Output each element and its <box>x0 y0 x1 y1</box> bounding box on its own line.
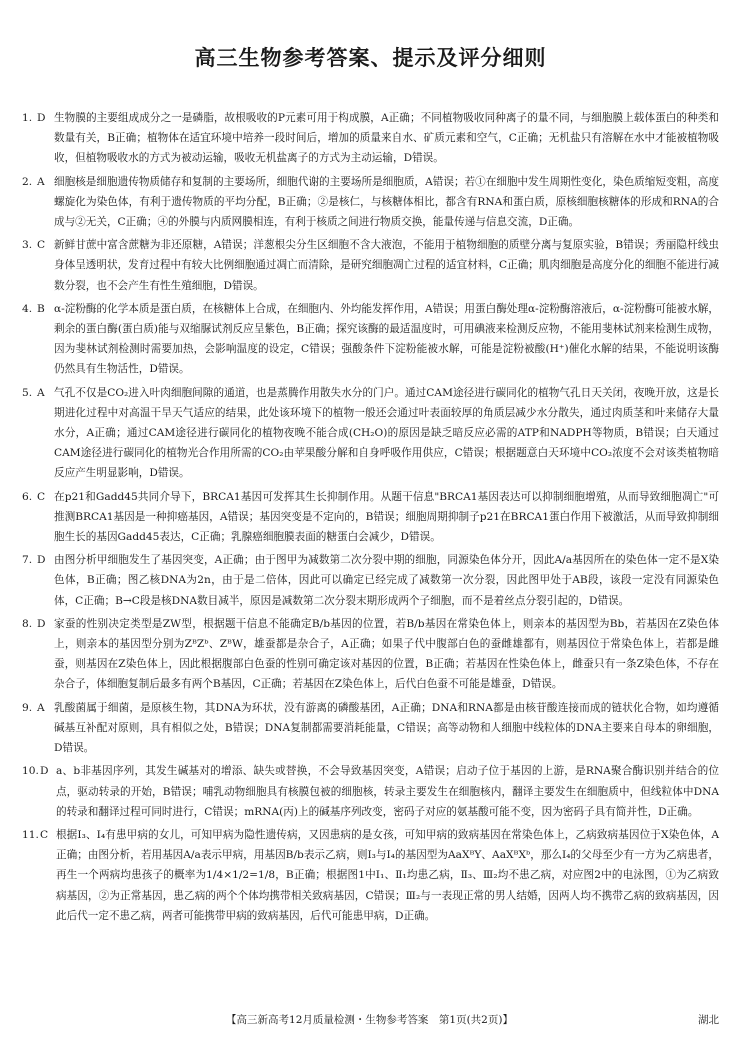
answer-item <box>22 550 719 611</box>
answer-item <box>22 825 719 926</box>
item-answer: D <box>37 617 46 630</box>
item-number: 4. <box>22 302 33 315</box>
answer-item <box>22 383 719 484</box>
answer-item <box>22 108 719 169</box>
item-number: 9. <box>22 701 33 714</box>
answer-item <box>22 235 719 296</box>
item-explanation: 生物膜的主要组成成分之一是磷脂，故根吸收的P元素可用于构成膜，A正确；不同植物吸收同种离子的量不同，与细胞膜上载体蛋白的种类和数量有关，B正确；植物体在适宜环境中培养一段时间后，增加的质量来自水、矿质元素和空气，C正确；无机盐只有溶解在水中才能被植物吸收，但植物吸收水的方式为被动运输，吸收无机盐离子的方式为主动运输，D错误。 <box>54 112 719 165</box>
item-explanation: 家蚕的性别决定类型是ZW型，根据题干信息不能确定B/b基因的位置，若B/b基因在常染色体上，则亲本的基因型为Bb，若基因在Z染色体上，则亲本的基因型分别为ZᴮZᵇ、ZᴮW，雄蚕都是杂合子，A正确；如果子代中腹部白色的蚕雌雄都有，则基因位于常染色体上，若都是雌蚕，则基因在Z染色体上，因此根据腹部白色蚕的性别可确定该对基因的位置，B正确；若基因在性染色体上，雌蚕只有一条Z染色体，不存在杂合子，体细胞复制后最多有两个B基因，C正确；若基因在Z染色体上，后代白色蚕不可能是雄蚕，D错误。 <box>54 617 719 691</box>
answer-item <box>22 761 719 822</box>
answer-list <box>22 108 719 926</box>
item-number: 2. <box>22 175 33 188</box>
item-explanation: a、b非基因序列，其发生碱基对的增添、缺失或替换，不会导致基因突变，A错误；启动子位于基因的上游，是RNA聚合酶识别并结合的位点，驱动转录的开始，B错误；哺乳动物细胞具有核膜包被的细胞核，转录主要发生在细胞核内，翻译主要发生在细胞质中，但线粒体中DNA的转录和翻译过程可同时进行，C错误；mRNA(丙)上的碱基序列改变，密码子对应的氨基酸可能不变，因为密码子具有简并性，D正确。 <box>56 765 719 818</box>
item-explanation: 根据Ⅰ₃、Ⅰ₄有患甲病的女儿，可知甲病为隐性遗传病，又因患病的是女孩，可知甲病的致病基因在常染色体上，乙病致病基因位于X染色体，A正确；由图分析，若用基因A/a表示甲病，用基因B/b表示乙病，则Ⅰ₃与Ⅰ₄的基因型为AaXᴮY、AaXᴮXᵇ，那么Ⅰ₄的父母至少有一方为乙病患者，再生一个两病均患孩子的概率为1/4×1/2=1/8，B正确；根据图1中Ⅰ₁、Ⅱ₁均患乙病，Ⅱ₃、Ⅲ₂均不患乙病，对应图2中的电泳图，①为乙病致病基因，②为正常基因，患乙病的两个个体均携带相关致病基因，C错误；Ⅲ₂与一表现正常的男人结婚，因两人均不携带乙病的致病基因，因此后代一定不患乙病，两者可能携带甲病的致病基因，后代可能患甲病，D正确。 <box>56 828 719 922</box>
item-number: 3. <box>22 239 33 252</box>
item-explanation: α-淀粉酶的化学本质是蛋白质，在核糖体上合成，在细胞内、外均能发挥作用，A错误；用蛋白酶处理α-淀粉酶溶液后，α-淀粉酶可能被水解，剩余的蛋白酶(蛋白质)能与双缩脲试剂反应呈紫色，B正确；探究该酶的最适温度时，可用碘液来检测反应物，不能用斐林试剂来检测生成物，因为斐林试剂检测时需要加热，会影响温度的设定，C错误；强酸条件下淀粉能被水解，可能是淀粉被酸(H⁺)催化水解的结果，不能说明该酶仍然具有生物活性，D错误。 <box>54 302 719 376</box>
item-number: 8. <box>22 617 33 630</box>
footer-text: 【高三新高考12月质量检测・生物参考答案 第1页(共2页)】 <box>226 1014 513 1026</box>
item-number: 6. <box>22 490 33 503</box>
item-answer: C <box>37 239 46 252</box>
item-answer: A <box>37 175 45 188</box>
page-title: 高三生物参考答案、提示及评分细则 <box>194 46 547 70</box>
item-answer: A <box>37 701 45 714</box>
answer-item <box>22 698 719 759</box>
item-answer: C <box>40 828 49 841</box>
item-explanation: 乳酸菌属于细菌，是原核生物，其DNA为环状，没有游离的磷酸基团，A正确；DNA和RNA都是由核苷酸连接而成的链状化合物，如均遵循碱基互补配对原则，具有相似之处，B错误；DNA复制都需要消耗能量，C错误；高等动物和人细胞中线粒体的DNA主要来自母本的卵细胞，D错误。 <box>54 701 719 755</box>
item-number: 1. <box>22 112 33 124</box>
item-answer: D <box>37 554 46 567</box>
item-explanation: 新鲜甘蔗中富含蔗糖为非还原糖，A错误；洋葱根尖分生区细胞不含大液泡，不能用于植物细胞的质壁分离与复原实验，B错误；秀丽隐杆线虫身体呈透明状，发育过程中有较大比例细胞通过凋亡而清除，是研究细胞凋亡过程的适宜材料，C正确；肌肉细胞是高度分化的细胞不能进行减数分裂，也不会产生有性生殖细胞，D错误。 <box>54 239 719 292</box>
item-answer: D <box>37 112 46 124</box>
answer-item <box>22 299 719 380</box>
answer-item <box>22 487 719 548</box>
item-number: 5. <box>22 386 33 399</box>
item-explanation: 在p21和Gadd45共同介导下，BRCA1基因可发挥其生长抑制作用。从题干信息"BRCA1基因表达可以抑制细胞增殖，从而导致细胞凋亡"可推测BRCA1基因是一种抑癌基因，A错误；基因突变是不定向的，B错误；细胞周期抑制子p21在BRCA1蛋白作用下被激活，从而导致抑制细胞生长的基因Gadd45表达，C正确；乳腺癌细胞膜表面的糖蛋白会减少，D错误。 <box>54 490 719 544</box>
item-number: 11. <box>22 828 39 841</box>
answer-item <box>22 614 719 695</box>
item-number: 7. <box>22 554 33 567</box>
item-answer: A <box>37 386 45 399</box>
item-answer: D <box>40 765 49 778</box>
item-explanation: 细胞核是细胞遗传物质储存和复制的主要场所，细胞代谢的主要场所是细胞质，A错误；若①在细胞中发生周期性变化，染色质缩短变粗，高度螺旋化为染色体，有利于遗传物质的平均分配，B正确；②是核仁，与核糖体相比，都含有RNA和蛋白质，原核细胞核糖体的形成和RNA的合成与②无关，C正确；④的外膜与内质网膜相连，有利于核质之间进行物质交换，能量传递与信息交流，D正确。 <box>54 175 719 229</box>
page-footer <box>0 1012 739 1027</box>
item-explanation: 由图分析甲细胞发生了基因突变，A正确；由于图甲为减数第二次分裂中期的细胞，同源染色体分开，因此A/a基因所在的染色体一定不是X染色体，B正确；图乙核DNA为2n，由于是二倍体，因此可以确定已经完成了减数第一次分裂，因此图甲处于AB段，该段一定没有同源染色体，C正确；B→C段是核DNA数目减半，原因是减数第二次分裂末期形成两个子细胞，而不是着丝点分裂引起的，D错误。 <box>54 554 719 607</box>
item-answer: C <box>37 490 46 503</box>
answer-item <box>22 172 719 233</box>
footer-region: 湖北 <box>698 1014 719 1026</box>
item-answer: B <box>37 302 45 315</box>
item-number: 10. <box>22 765 39 778</box>
item-explanation: 气孔不仅是CO₂进入叶肉细胞间隙的通道，也是蒸腾作用散失水分的门户。通过CAM途径进行碳同化的植物气孔日天关闭，夜晚开放，这是长期进化过程中对高温干旱天气适应的结果，此处该环境下的植物一般还会通过叶表面较厚的角质层减少水分散失，通过肉质茎和叶来储存大量水分，A正确；通过CAM途径进行碳同化的植物夜晚不能合成(CH₂O)的原因是缺乏暗反应必需的ATP和NADPH等物质，B错误；白天通过CAM途径进行碳同化的植物光合作用所需的CO₂由苹果酸分解和自身呼吸作用供应，C错误；根据题意白天环境中CO₂浓度不会对该类植物暗反应产生明显影响，D错误。 <box>54 386 719 480</box>
